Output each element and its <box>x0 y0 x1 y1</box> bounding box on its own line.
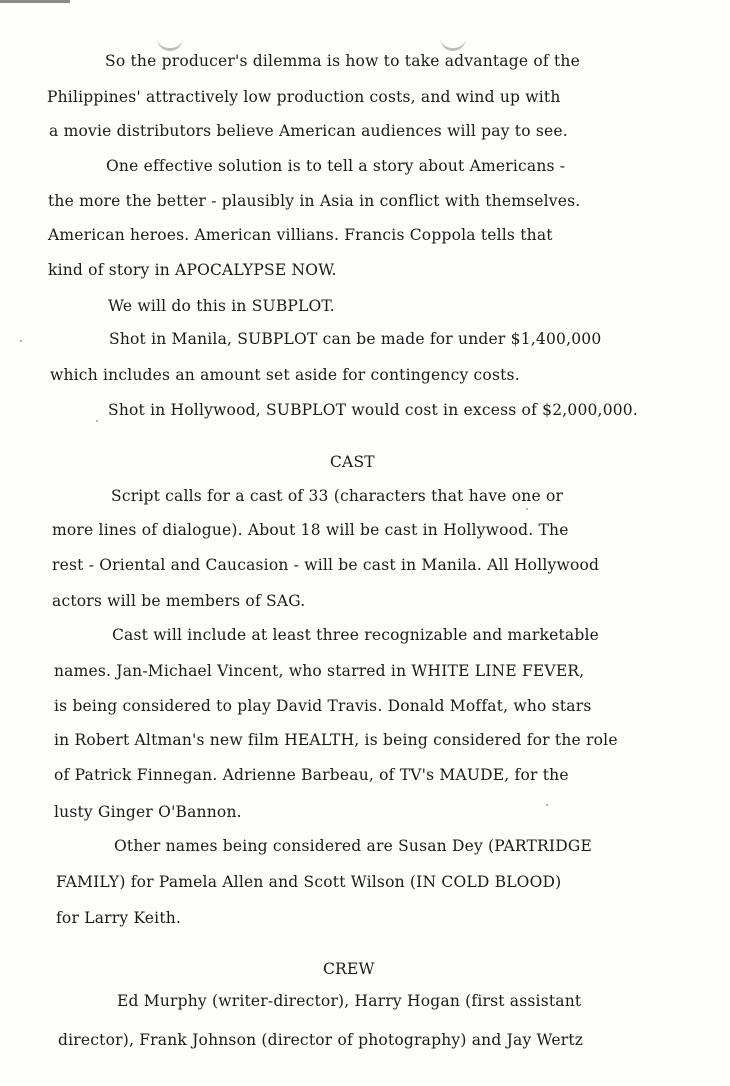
section-heading-cast: CAST <box>330 453 375 471</box>
paper-speck <box>20 340 22 342</box>
paragraph-9-line-2: director), Frank Johnson (director of photography) and Jay Wertz <box>58 1031 584 1049</box>
paragraph-1-line-1: So the producer's dilemma is how to take advantage of the <box>105 52 580 70</box>
paper-speck <box>546 804 548 806</box>
paper-speck <box>96 420 98 422</box>
paragraph-2-line-4: kind of story in APOCALYPSE NOW. <box>48 261 337 279</box>
paragraph-4-line-1: Shot in Manila, SUBPLOT can be made for under $1,400,000 <box>109 330 602 348</box>
paragraph-2-line-3: American heroes. American villians. Francis Coppola tells that <box>48 226 553 244</box>
paragraph-5-line-1: Shot in Hollywood, SUBPLOT would cost in excess of $2,000,000. <box>108 401 638 419</box>
paragraph-2-line-2: the more the better - plausibly in Asia in conflict with themselves. <box>48 192 581 210</box>
paragraph-6-line-3: rest - Oriental and Caucasion - will be cast in Manila. All Hollywood <box>52 556 600 574</box>
paragraph-4-line-2: which includes an amount set aside for contingency costs. <box>50 366 520 384</box>
binding-punch-mark-right <box>440 34 466 51</box>
binding-punch-mark-left <box>157 34 183 51</box>
paragraph-6-line-2: more lines of dialogue). About 18 will be cast in Hollywood. The <box>52 521 569 539</box>
paragraph-7-line-3: is being considered to play David Travis. Donald Moffat, who stars <box>54 697 592 715</box>
paragraph-9-line-1: Ed Murphy (writer-director), Harry Hogan (first assistant <box>117 992 582 1010</box>
section-heading-crew: CREW <box>323 960 375 978</box>
paragraph-2-line-1: One effective solution is to tell a story about Americans - <box>106 157 566 175</box>
top-edge-rule <box>0 0 70 3</box>
paragraph-8-line-3: for Larry Keith. <box>56 909 182 927</box>
paragraph-8-line-2: FAMILY) for Pamela Allen and Scott Wilson (IN COLD BLOOD) <box>56 873 562 891</box>
paragraph-7-line-1: Cast will include at least three recognizable and marketable <box>112 626 599 644</box>
paragraph-6-line-4: actors will be members of SAG. <box>52 592 306 610</box>
paragraph-1-line-3: a movie distributors believe American audiences will pay to see. <box>49 122 568 140</box>
paragraph-7-line-2: names. Jan-Michael Vincent, who starred in WHITE LINE FEVER, <box>54 662 585 680</box>
paragraph-1-line-2: Philippines' attractively low production costs, and wind up with <box>47 88 561 106</box>
paragraph-7-line-6: lusty Ginger O'Bannon. <box>54 803 242 821</box>
paragraph-7-line-5: of Patrick Finnegan. Adrienne Barbeau, of TV's MAUDE, for the <box>54 766 569 784</box>
paper-speck <box>526 508 528 510</box>
paragraph-7-line-4: in Robert Altman's new film HEALTH, is being considered for the role <box>54 731 618 749</box>
paragraph-3-line-1: We will do this in SUBPLOT. <box>108 297 335 315</box>
paragraph-8-line-1: Other names being considered are Susan Dey (PARTRIDGE <box>114 837 592 855</box>
paragraph-6-line-1: Script calls for a cast of 33 (characters that have one or <box>111 487 564 505</box>
